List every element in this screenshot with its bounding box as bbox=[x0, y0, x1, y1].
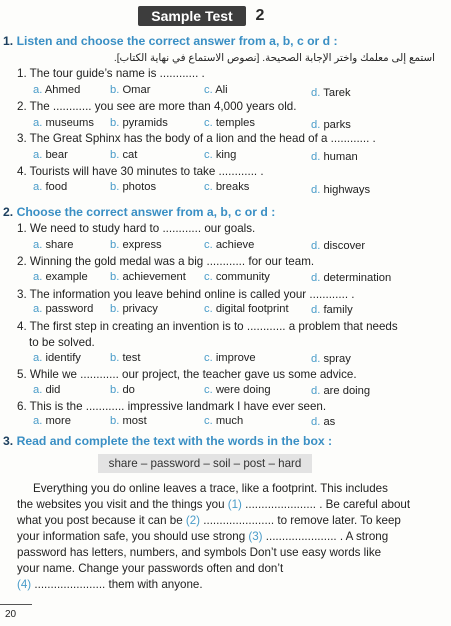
s2-q3-option-a: a. password bbox=[33, 303, 94, 315]
section-1-title: 1. Listen and choose the correct answer from a, b, c or d : bbox=[3, 34, 338, 48]
paragraph-line-1: Everything you do online leaves a trace, like a footprint. This includes bbox=[33, 482, 388, 495]
s1-q4-option-c: c. breaks bbox=[204, 181, 250, 193]
s2-q1-option-b: b. express bbox=[110, 239, 162, 251]
s2-q5-option-b: b. do bbox=[110, 384, 135, 396]
s2-q5-option-c: c. were doing bbox=[204, 384, 271, 396]
word-box: share – password – soil – post – hard bbox=[98, 454, 312, 473]
s2-q1-option-c: c. achieve bbox=[204, 239, 255, 251]
s1-q2-option-d: d. parks bbox=[311, 119, 351, 131]
s2-question-4-continued: to be solved. bbox=[29, 336, 95, 349]
s2-q3-option-c: c. digital footprint bbox=[204, 303, 289, 315]
s2-q2-option-d: d. determination bbox=[311, 272, 392, 284]
s1-question-2: 2. The ............ you see are more than 4,000 years old. bbox=[17, 100, 297, 113]
paragraph-line-5: password has letters, numbers, and symbols Don’t use easy words like bbox=[17, 546, 382, 559]
paragraph-line-3: what you post because it can be (2) ...................... to remove later. To keep bbox=[17, 514, 401, 527]
s1-q4-option-a: a. food bbox=[33, 181, 68, 193]
s2-q5-option-a: a. did bbox=[33, 384, 61, 396]
paragraph-line-7: (4) ...................... them with anyone. bbox=[17, 578, 203, 591]
section-3-title: 3. Read and complete the text with the words in the box : bbox=[3, 434, 333, 448]
s2-q4-option-d: d. spray bbox=[311, 353, 351, 365]
s1-q4-option-d: d. highways bbox=[311, 184, 371, 196]
s2-q3-option-d: d. family bbox=[311, 304, 353, 316]
s1-q3-option-d: d. human bbox=[311, 151, 358, 163]
s1-q3-option-a: a. bear bbox=[33, 149, 68, 161]
s2-q2-option-c: c. community bbox=[204, 271, 270, 283]
paragraph-line-2: the websites you visit and the things you (1) ...................... . Be careful about bbox=[17, 498, 411, 511]
s2-q6-option-b: b. most bbox=[110, 415, 147, 427]
s2-q6-option-a: a. more bbox=[33, 415, 71, 427]
s2-q1-option-a: a. share bbox=[33, 239, 74, 251]
s2-question-5: 5. While we ............ our project, the teacher gave us some advice. bbox=[17, 368, 357, 381]
s2-q1-option-d: d. discover bbox=[311, 240, 366, 252]
s2-question-4: 4. The first step in creating an invention is to ............ a problem that needs bbox=[17, 320, 398, 333]
s1-q4-option-b: b. photos bbox=[110, 181, 157, 193]
s2-question-6: 6. This is the ............ impressive landmark I have ever seen. bbox=[17, 400, 327, 413]
blank-1-label: (1) bbox=[227, 498, 242, 511]
blank-2-label: (2) bbox=[185, 514, 201, 527]
paragraph-line-4: your information safe, you should use strong (3) ...................... . A strong bbox=[17, 530, 389, 543]
s1-q3-option-b: b. cat bbox=[110, 149, 138, 161]
s2-q2-option-b: b. achievement bbox=[110, 271, 186, 283]
s2-q2-option-a: a. example bbox=[33, 271, 88, 283]
section-2-title: 2. Choose the correct answer from a, b, c or d : bbox=[3, 205, 276, 219]
test-title: Sample Test bbox=[138, 6, 246, 26]
s1-q1-option-c: c. Ali bbox=[204, 84, 228, 96]
s1-q2-option-c: c. temples bbox=[204, 117, 255, 129]
s2-q4-option-a: a. identify bbox=[33, 352, 81, 364]
s2-q4-option-b: b. test bbox=[110, 352, 141, 364]
blank-3-label: (3) bbox=[248, 530, 263, 543]
s2-question-3: 3. The information you leave behind online is called your ............ . bbox=[17, 288, 355, 301]
s1-q1-option-d: d. Tarek bbox=[311, 87, 351, 99]
s2-q3-option-b: b. privacy bbox=[110, 303, 158, 315]
s2-question-2: 2. Winning the gold medal was a big ............ for our team. bbox=[17, 255, 315, 268]
s1-question-4: 4. Tourists will have 30 minutes to take ............ . bbox=[17, 165, 264, 178]
footer-divider bbox=[0, 604, 32, 605]
page-number: 20 bbox=[5, 609, 17, 620]
s2-q5-option-d: d. are doing bbox=[311, 385, 371, 397]
s2-q4-option-c: c. improve bbox=[204, 352, 256, 364]
s2-q6-option-c: c. much bbox=[204, 415, 244, 427]
s2-question-1: 1. We need to study hard to ............ our goals. bbox=[17, 222, 256, 235]
s1-q1-option-b: b. Omar bbox=[110, 84, 151, 96]
s1-q2-option-b: b. pyramids bbox=[110, 117, 168, 129]
s1-question-1: 1. The tour guide’s name is ............ . bbox=[17, 67, 205, 80]
s1-question-3: 3. The Great Sphinx has the body of a lion and the head of a ............ . bbox=[17, 132, 376, 145]
s2-q6-option-d: d. as bbox=[311, 416, 336, 428]
s1-q3-option-c: c. king bbox=[204, 149, 237, 161]
arabic-instruction: استمع إلى معلمك واختر الإجابة الصحيحة. [نصوص الاستماع في نهاية الكتاب]. bbox=[113, 53, 435, 64]
blank-4-label: (4) bbox=[17, 578, 32, 591]
test-header bbox=[138, 6, 272, 26]
s1-q1-option-a: a. Ahmed bbox=[33, 84, 81, 96]
test-number: 2 bbox=[255, 7, 265, 24]
s1-q2-option-a: a. museums bbox=[33, 117, 94, 129]
paragraph-line-6: your name. Change your passwords often and don’t bbox=[17, 562, 284, 575]
